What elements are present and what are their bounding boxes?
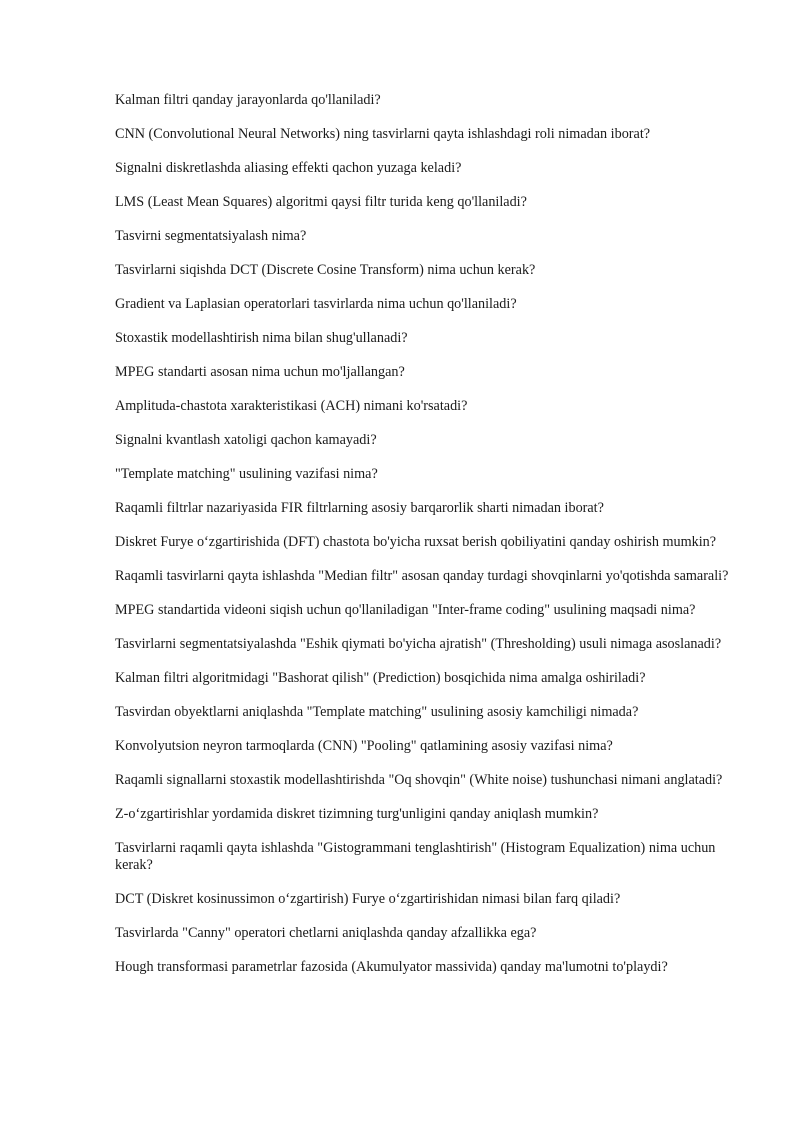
question-item: Hough transformasi parametrlar fazosida (Akumulyator massivida) qanday ma'lumotni to'playdi? bbox=[115, 959, 668, 975]
question-item: Raqamli tasvirlarni qayta ishlashda "Median filtr" asosan qanday turdagi shovqinlarni yo'qotishda samarali? bbox=[115, 568, 729, 584]
question-item: Tasvirdan obyektlarni aniqlashda "Template matching" usulining asosiy kamchiligi nimada? bbox=[115, 704, 639, 720]
question-item: Kalman filtri qanday jarayonlarda qo'llaniladi? bbox=[115, 92, 381, 108]
question-item: Tasvirlarda "Canny" operatori chetlarni aniqlashda qanday afzallikka ega? bbox=[115, 925, 537, 941]
question-item: Tasvirlarni raqamli qayta ishlashda "Gistogrammani tenglashtirish" (Histogram Equalization) nima uchun kerak? bbox=[115, 840, 716, 873]
question-item: Tasvirni segmentatsiyalash nima? bbox=[115, 228, 307, 244]
question-item: LMS (Least Mean Squares) algoritmi qaysi filtr turida keng qo'llaniladi? bbox=[115, 194, 527, 210]
question-item: Amplituda-chastota xarakteristikasi (ACH) nimani ko'rsatadi? bbox=[115, 398, 468, 414]
question-item: Gradient va Laplasian operatorlari tasvirlarda nima uchun qo'llaniladi? bbox=[115, 296, 517, 312]
question-item: MPEG standartida videoni siqish uchun qo'llaniladigan "Inter-frame coding" usulining maqsadi nima? bbox=[115, 602, 696, 618]
question-item: DCT (Diskret kosinussimon o‘zgartirish) Furye o‘zgartirishidan nimasi bilan farq qiladi? bbox=[115, 891, 621, 907]
question-item: Signalni diskretlashda aliasing effekti qachon yuzaga keladi? bbox=[115, 160, 462, 176]
question-item: Diskret Furye o‘zgartirishida (DFT) chastota bo'yicha ruxsat berish qobiliyatini qanday oshirish mumkin? bbox=[115, 534, 717, 550]
question-item: Raqamli filtrlar nazariyasida FIR filtrlarning asosiy barqarorlik sharti nimadan iborat? bbox=[115, 500, 604, 516]
question-item: "Template matching" usulining vazifasi nima? bbox=[115, 466, 378, 482]
question-list bbox=[115, 92, 747, 993]
question-item: Kalman filtri algoritmidagi "Bashorat qilish" (Prediction) bosqichida nima amalga oshiriladi? bbox=[115, 670, 646, 686]
question-item: Tasvirlarni siqishda DCT (Discrete Cosine Transform) nima uchun kerak? bbox=[115, 262, 536, 278]
question-item: Tasvirlarni segmentatsiyalashda "Eshik qiymati bo'yicha ajratish" (Thresholding) usuli nimaga asoslanadi? bbox=[115, 636, 722, 652]
question-item: Raqamli signallarni stoxastik modellashtirishda "Oq shovqin" (White noise) tushunchasi nimani anglatadi? bbox=[115, 772, 723, 788]
question-item: Signalni kvantlash xatoligi qachon kamayadi? bbox=[115, 432, 377, 448]
question-item: CNN (Convolutional Neural Networks) ning tasvirlarni qayta ishlashdagi roli nimadan iborat? bbox=[115, 126, 651, 142]
question-item: Stoxastik modellashtirish nima bilan shug'ullanadi? bbox=[115, 330, 408, 346]
question-item: Z-o‘zgartirishlar yordamida diskret tizimning turg'unligini qanday aniqlash mumkin? bbox=[115, 806, 599, 822]
question-item: Konvolyutsion neyron tarmoqlarda (CNN) "Pooling" qatlamining asosiy vazifasi nima? bbox=[115, 738, 613, 754]
question-item: MPEG standarti asosan nima uchun mo'ljallangan? bbox=[115, 364, 405, 380]
